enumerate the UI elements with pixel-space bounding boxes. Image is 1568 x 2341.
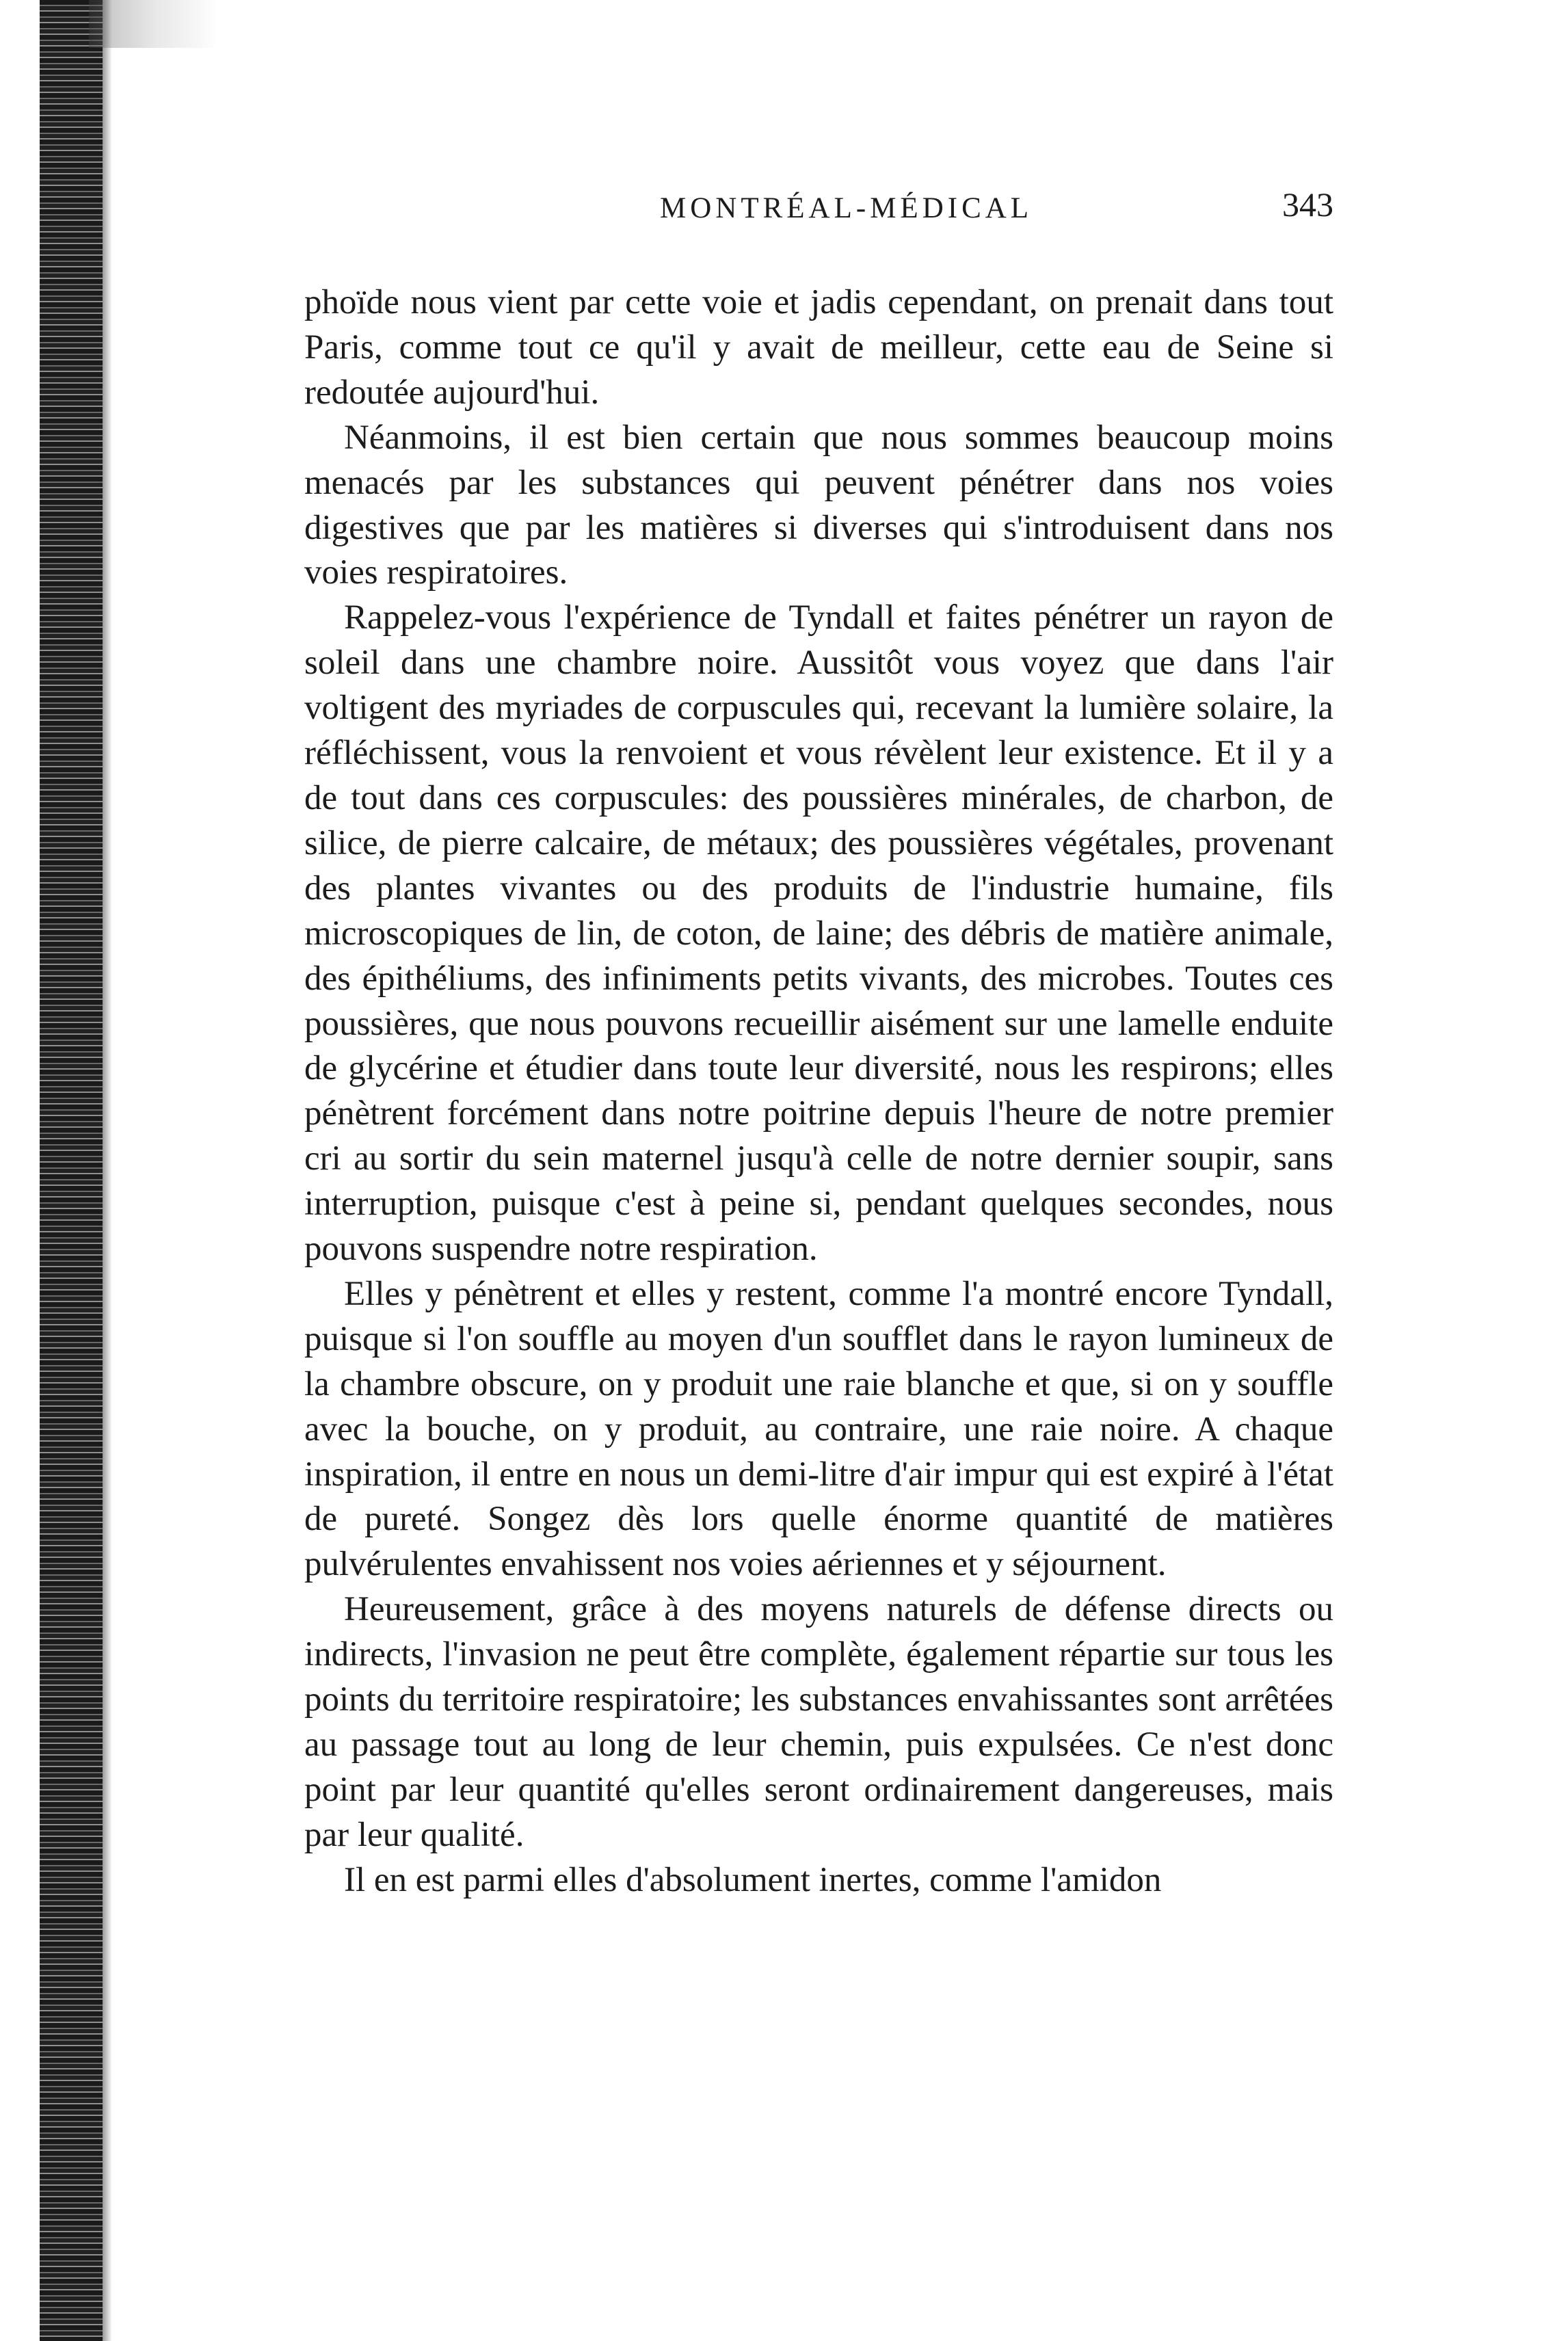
paragraph-truncated: Il en est parmi elles d'absolument inertes, comme l'amidon <box>344 1860 1162 1899</box>
running-head <box>304 185 1333 246</box>
binding-shadow <box>103 0 112 2341</box>
page-number: 343 <box>1282 185 1333 224</box>
body-text <box>304 280 1333 1903</box>
paragraph: Rappelez-vous l'expérience de Tyndall et faites pénétrer un rayon de soleil dans une chambre noire. Aussitôt vous voyez que dans l'air voltigent des myriades de corpuscules qui, recevant la lumière solaire, la réfléchissent, vous la renvoient et vous révèlent leur existence. Et il y a de tout dans ces corpuscules: des poussières minérales, de charbon, de silice, de pierre calcaire, de métaux; des poussières végétales, provenant des plantes vivantes ou des produits de l'industrie humaine, fils microscopiques de lin, de coton, de laine; des débris de matière animale, des épithéliums, des infiniments petits vivants, des microbes. Toutes ces poussières, que nous pouvons recueillir aisément sur une lamelle enduite de glycérine et étudier dans toute leur diversité, nous les respirons; elles pénètrent forcément dans notre poitrine depuis l'heure de notre premier cri au sortir du sein maternel jusqu'à celle de notre dernier soupir, sans interruption, puisque c'est à peine si, pendant quelques secondes, nous pouvons suspendre notre respiration. <box>304 598 1333 1269</box>
paragraph: Elles y pénètrent et elles y restent, comme l'a montré encore Tyndall, puisque si l'on souffle au moyen d'un soufflet dans le rayon lumineux de la chambre obscure, on y produit une raie blanche et que, si on y souffle avec la bouche, on y produit, au contraire, une raie noire. A chaque inspiration, il entre en nous un demi-litre d'air impur qui est expiré à l'état de pureté. Songez dès lors quelle énorme quantité de matières pulvérulentes envahissent nos voies aériennes et y séjournent. <box>304 1274 1333 1584</box>
scan-smudge <box>89 0 219 48</box>
paragraph: Néanmoins, il est bien certain que nous sommes beaucoup moins menacés par les substances qui peuvent pénétrer dans nos voies digestives que par les matières si diverses qui s'introduisent dans nos voies respiratoires. <box>304 418 1333 592</box>
book-page <box>304 185 1333 1903</box>
binding-gutter <box>40 0 103 2341</box>
paragraph: Heureusement, grâce à des moyens naturels de défense directs ou indirects, l'invasion ne peut être complète, également répartie sur tous les points du territoire respiratoire; les substances envahissantes sont arrêtées au passage tout au long de leur chemin, puis expulsées. Ce n'est donc point par leur quantité qu'elles seront ordinairement dangereuses, mais par leur qualité. <box>304 1590 1333 1854</box>
paragraph-continued: phoïde nous vient par cette voie et jadis cependant, on prenait dans tout Paris, comme tout ce qu'il y avait de meilleur, cette eau de Seine si redoutée aujourd'hui. <box>304 283 1333 412</box>
running-title: MONTRÉAL-MÉDICAL <box>660 192 1033 224</box>
